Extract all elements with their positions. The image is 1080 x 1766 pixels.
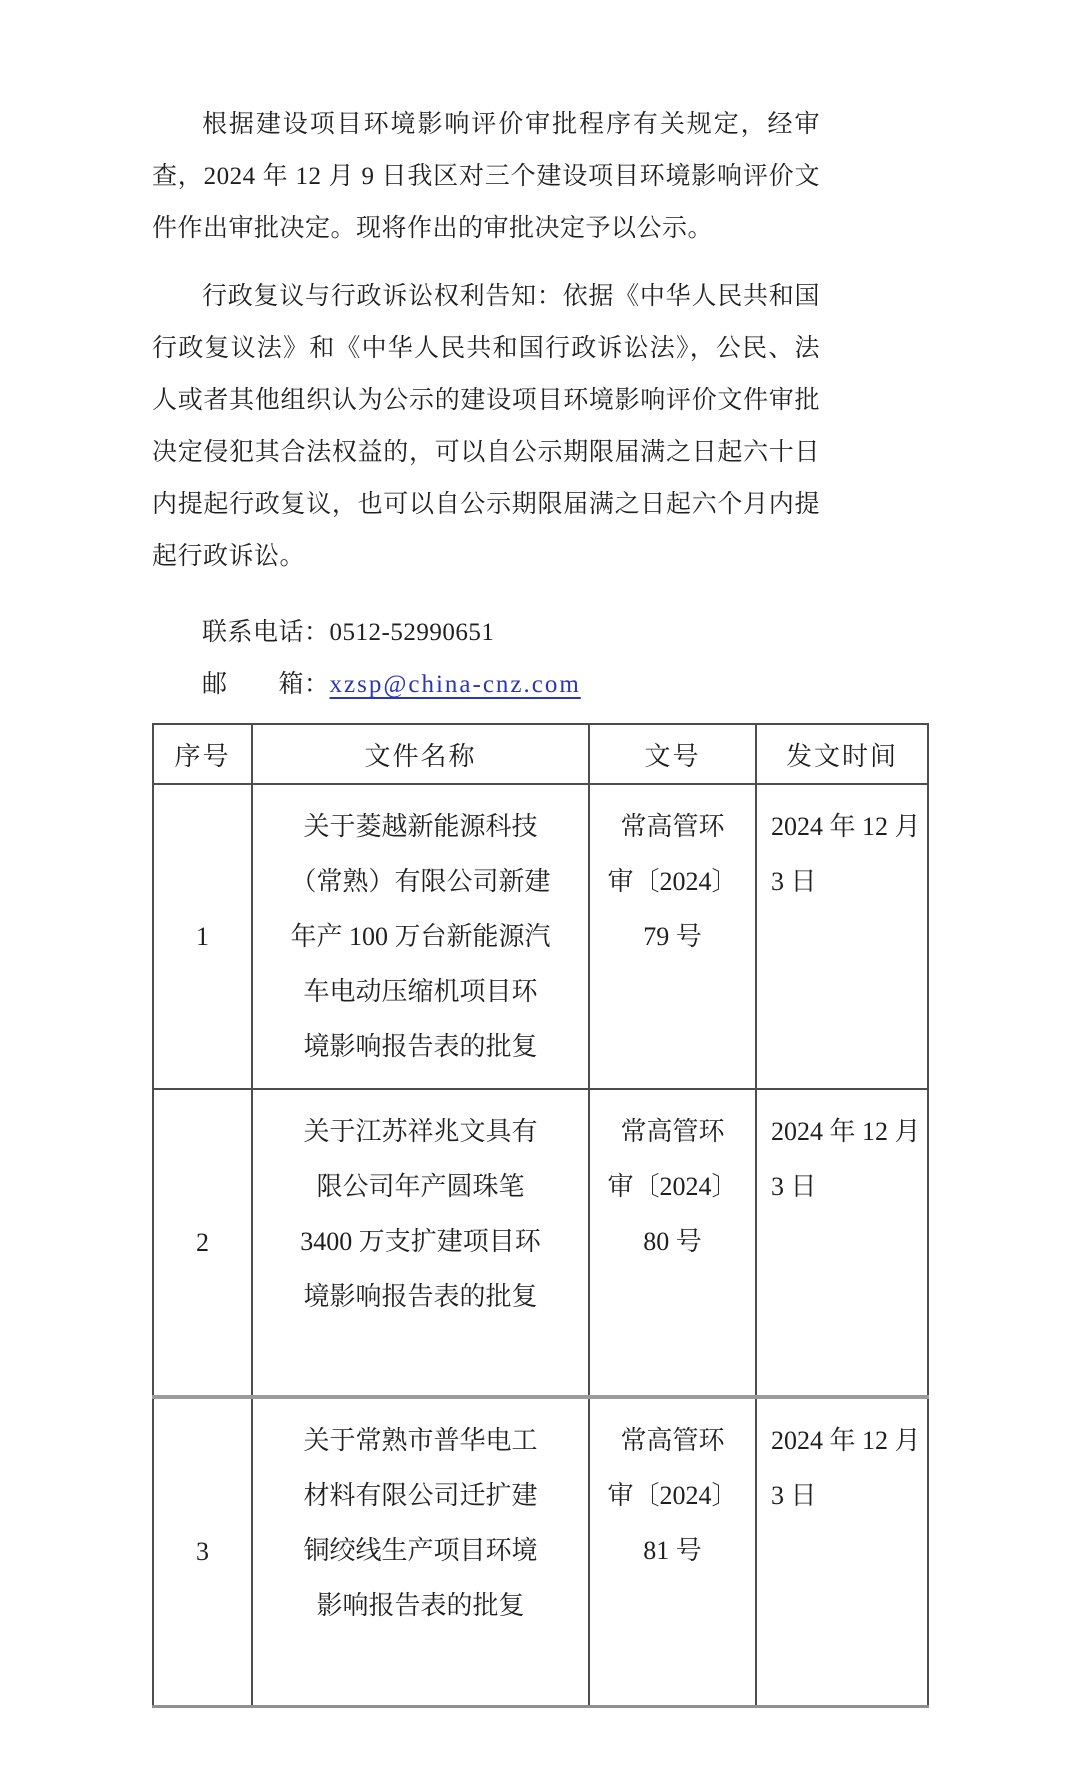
table-header-row <box>153 724 928 784</box>
table-row <box>153 784 928 1089</box>
seq-cell: 1 <box>153 784 252 1089</box>
approval-table <box>152 723 929 1708</box>
table-header-seq: 序号 <box>153 724 252 784</box>
table-header-doc-no: 文号 <box>589 724 756 784</box>
date-cell: 2024 年 12 月 3 日 <box>756 1397 928 1707</box>
phone-number: 0512-52990651 <box>329 619 495 646</box>
seq-cell: 2 <box>153 1089 252 1397</box>
document-body <box>152 99 820 711</box>
contact-block <box>152 607 820 711</box>
contact-phone-line <box>152 607 820 659</box>
name-cell: 关于菱越新能源科技 （常熟）有限公司新建 年产 100 万台新能源汽 车电动压缩机项目环 境影响报告表的批复 <box>252 784 589 1089</box>
table-header-name: 文件名称 <box>252 724 589 784</box>
name-cell: 关于江苏祥兆文具有 限公司年产圆珠笔 3400 万支扩建项目环 境影响报告表的批复 <box>252 1089 589 1397</box>
doc-no-cell: 常高管环 审〔2024〕 81 号 <box>589 1397 756 1707</box>
doc-no-cell: 常高管环 审〔2024〕 80 号 <box>589 1089 756 1397</box>
table-row <box>153 1089 928 1397</box>
contact-email-line <box>152 659 820 711</box>
date-cell: 2024 年 12 月 3 日 <box>756 1089 928 1397</box>
table-row <box>153 1397 928 1707</box>
email-link[interactable]: xzsp@china-cnz.com <box>329 671 581 698</box>
paragraph-appeal-rights: 行政复议与行政诉讼权利告知：依据《中华人民共和国行政复议法》和《中华人民共和国行政诉讼法》，公民、法人或者其他组织认为公示的建设项目环境影响评价文件审批决定侵犯其合法权益的，可以自公示期限届满之日起六十日内提起行政复议，也可以自公示期限届满之日起六个月内提起行政诉讼。 <box>152 283 820 570</box>
table-header-date: 发文时间 <box>756 724 928 784</box>
seq-cell: 3 <box>153 1397 252 1707</box>
phone-label: 联系电话： <box>202 619 330 646</box>
email-label: 邮 箱： <box>202 671 330 698</box>
paragraph-intro: 根据建设项目环境影响评价审批程序有关规定，经审查，2024 年 12 月 9 日我区对三个建设项目环境影响评价文件作出审批决定。现将作出的审批决定予以公示。 <box>152 111 820 242</box>
name-cell: 关于常熟市普华电工 材料有限公司迁扩建 铜绞线生产项目环境 影响报告表的批复 <box>252 1397 589 1707</box>
date-cell: 2024 年 12 月 3 日 <box>756 784 928 1089</box>
doc-no-cell: 常高管环 审〔2024〕 79 号 <box>589 784 756 1089</box>
